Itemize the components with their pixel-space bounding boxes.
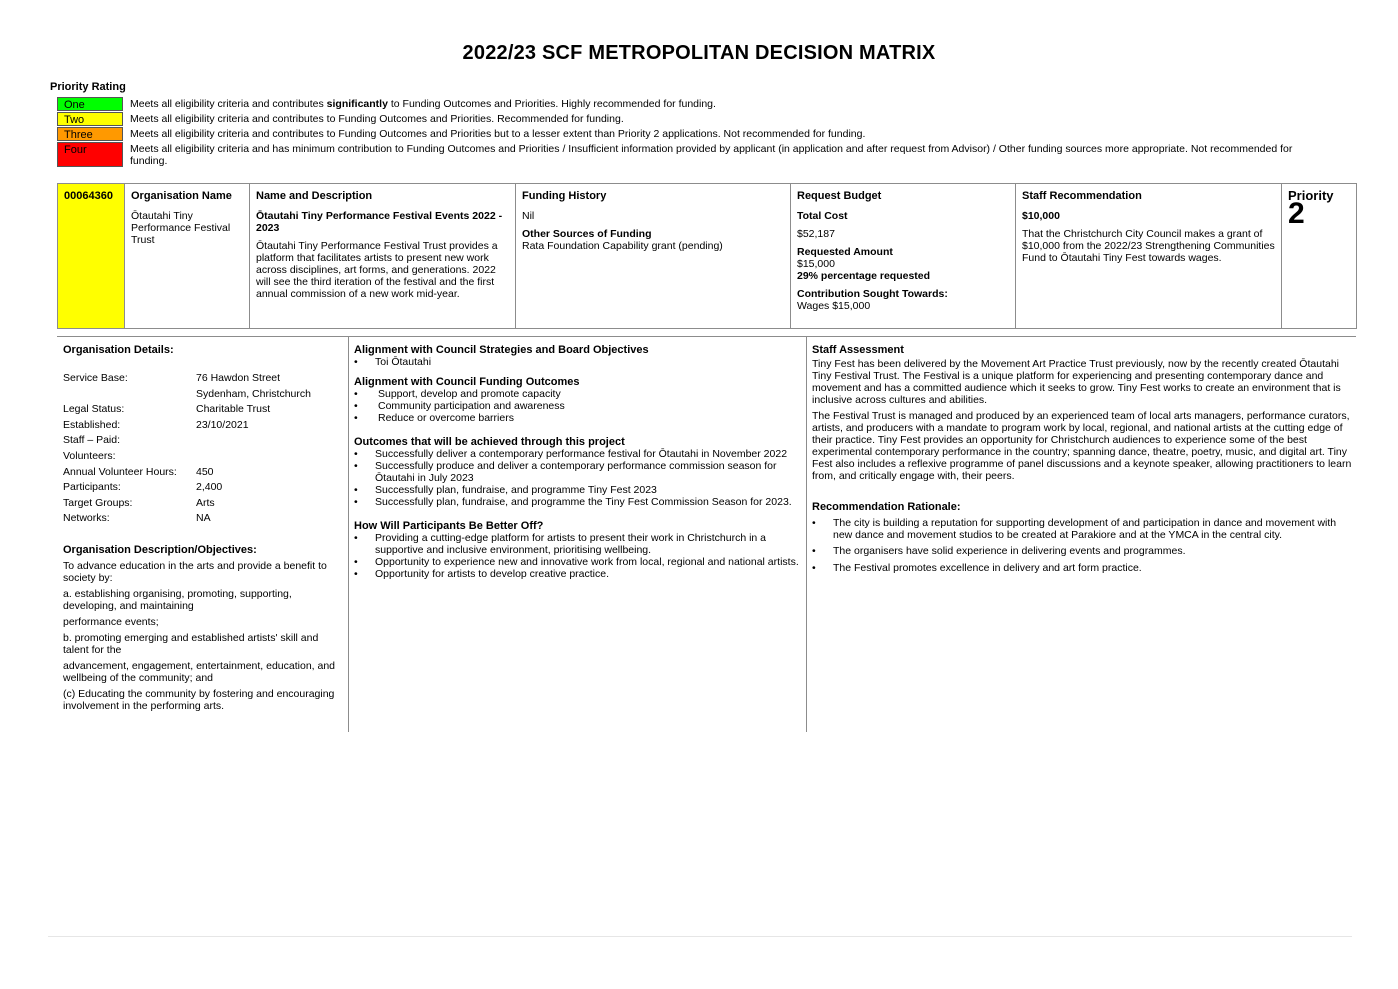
name-description-header: Name and Description (256, 190, 373, 202)
legend-row-four (57, 142, 1317, 167)
detail-row: Annual Volunteer Hours: 450 (63, 465, 214, 478)
list-item: • Toi Ōtautahi (354, 356, 800, 368)
better-off-header: How Will Participants Be Better Off? (354, 520, 544, 532)
priority-cell (1282, 184, 1357, 329)
strategies-header: Alignment with Council Strategies and Board Objectives (354, 344, 649, 356)
column-divider-1 (348, 337, 349, 732)
request-budget-header: Request Budget (797, 190, 882, 202)
other-sources-header: Other Sources of Funding (522, 228, 652, 240)
percentage-requested: 29% percentage requested (797, 270, 931, 282)
name-description-cell (250, 184, 516, 329)
achieved-outcomes-header: Outcomes that will be achieved through this project (354, 436, 625, 448)
application-id-cell (58, 184, 125, 329)
recommendation-rationale-header: Recommendation Rationale: (812, 501, 961, 513)
project-name: Ōtautahi Tiny Performance Festival Events 2022 - 2023 (256, 210, 503, 234)
list-item: • The Festival promotes excellence in delivery and art form practice. (812, 562, 1352, 574)
contribution-label: Contribution Sought Towards: (797, 288, 948, 300)
strategies-list (354, 356, 800, 368)
legend-row-two (57, 112, 1317, 126)
funding-outcomes-header: Alignment with Council Funding Outcomes (354, 376, 580, 388)
list-item: • Successfully deliver a contemporary performance festival for Ōtautahi in November 2022 (354, 448, 800, 460)
organisation-details-header: Organisation Details: (63, 344, 174, 356)
detail-row: Target Groups: Arts (63, 496, 215, 509)
list-item: • Successfully produce and deliver a contemporary performance commission season for Ōtautahi in July 2023 (354, 460, 800, 484)
description-paragraph: To advance education in the arts and provide a benefit to society by: (63, 559, 327, 584)
detail-row: Sydenham, Christchurch (196, 387, 311, 400)
recommended-amount: $10,000 (1022, 210, 1060, 222)
detail-row: Networks: NA (63, 512, 211, 525)
detail-row: Volunteers: (63, 449, 116, 462)
detail-row: Staff – Paid: (63, 434, 121, 447)
staff-recommendation-cell (1016, 184, 1282, 329)
page-bottom-rule (48, 936, 1352, 937)
rationale-list (812, 517, 1352, 574)
section-divider (57, 336, 1356, 337)
detail-row: Service Base: 76 Hawdon Street (63, 372, 281, 384)
organisation-name: Ōtautahi Tiny Performance Festival Trust (131, 210, 231, 246)
list-item: • Opportunity to experience new and innovative work from local, regional and national artists. (354, 556, 800, 568)
detail-row: Established: 23/10/2021 (63, 418, 249, 431)
description-paragraph: performance events; (63, 615, 159, 628)
staff-recommendation-header: Staff Recommendation (1022, 190, 1142, 202)
priority-value: 2 (1288, 197, 1305, 230)
priority-swatch-three: Three (57, 127, 123, 141)
priority-swatch-one: One (57, 97, 123, 111)
description-paragraph: b. promoting emerging and established artists' skill and talent for the (63, 631, 319, 656)
total-cost-label: Total Cost (797, 210, 848, 222)
assessment-paragraph: The Festival Trust is managed and produced by an experienced team of local arts managers, performance curators, artists, and producers with a mandate to program work by local, regional, and national artists at the cutting edge of their practice. Tiny Fest provides an opportunity for Christchurch audiences to experience some of the best experimental contemporary performance in the country; spanning dance, theatre, poetry, music, and digital art. Tiny Fest also includes a reflexive programme of panel discussions and a keynote speaker, allowing practitioners to learn from, and critically engage with, their peers. (812, 410, 1352, 482)
application-summary-table (57, 183, 1357, 329)
assessment-paragraph: Tiny Fest has been delivered by the Movement Art Practice Trust previously, now by the recently created Ōtautahi Tiny Festival Trust. The Festival is a unique platform for experiencing and presenting contemporary dance and movement and has a committed audience which it seeks to grow. Tiny Fest works to create an environment that is inclusive across cultures and abilities. (812, 358, 1341, 406)
column-divider-2 (806, 337, 807, 732)
list-item: • Support, develop and promote capacity (354, 388, 800, 400)
page-title: 2022/23 SCF METROPOLITAN DECISION MATRIX (462, 42, 936, 64)
priority-swatch-four: Four (57, 142, 123, 167)
total-cost-value: $52,187 (797, 228, 835, 240)
legend-row-one (57, 97, 1317, 111)
list-item: • Reduce or overcome barriers (354, 412, 800, 424)
priority-header: Priority (1288, 188, 1334, 203)
legend-row-three (57, 127, 1317, 141)
list-item: • The organisers have solid experience in delivering events and programmes. (812, 545, 1352, 557)
application-id: 00064360 (64, 190, 113, 202)
funding-history-cell (516, 184, 791, 329)
legend-text-four: Meets all eligibility criteria and has minimum contribution to Funding Outcomes and Priorities / Insufficient information provided by applicant (in application and after request from Advisor) / Other funding sources more appropriate. Not recommended for funding. (130, 143, 1293, 167)
detail-row: Participants: 2,400 (63, 481, 223, 494)
request-budget-cell (791, 184, 1016, 329)
priority-legend (57, 97, 1317, 168)
other-sources-value: Rata Foundation Capability grant (pending) (522, 240, 723, 252)
organisation-name-cell (125, 184, 250, 329)
description-paragraph: a. establishing organising, promoting, supporting, developing, and maintaining (63, 587, 292, 612)
organisation-details-list (63, 372, 343, 528)
detail-row: Legal Status: Charitable Trust (63, 403, 271, 416)
staff-assessment-column (812, 344, 1352, 574)
funding-history-value: Nil (522, 210, 535, 222)
funding-outcomes-list (354, 388, 800, 424)
list-item: • Opportunity for artists to develop creative practice. (354, 568, 800, 580)
recommendation-text: That the Christchurch City Council makes a grant of $10,000 from the 2022/23 Strengthening Communities Fund to Ōtautahi Tiny Fest towards wages. (1022, 228, 1275, 264)
better-off-list (354, 532, 800, 580)
legend-text-one: Meets all eligibility criteria and contributes significantly to Funding Outcomes and Priorities. Highly recommended for funding. (130, 98, 716, 110)
legend-text-two: Meets all eligibility criteria and contributes to Funding Outcomes and Priorities. Recommended for funding. (130, 113, 624, 125)
list-item: • Successfully plan, fundraise, and programme Tiny Fest 2023 (354, 484, 800, 496)
organisation-details-column (63, 344, 343, 712)
achieved-outcomes-list (354, 448, 800, 508)
list-item: • Providing a cutting-edge platform for artists to present their work in Christchurch in a supportive and inclusive environment, prioritising wellbeing. (354, 532, 800, 556)
description-paragraph: (c) Educating the community by fostering and encouraging involvement in the performing arts. (63, 687, 335, 712)
organisation-description-header: Organisation Description/Objectives: (63, 543, 257, 556)
contribution-value: Wages $15,000 (797, 300, 871, 312)
funding-history-header: Funding History (522, 190, 607, 202)
list-item: • Successfully plan, fundraise, and programme the Tiny Fest Commission Season for 2023. (354, 496, 800, 508)
priority-rating-label: Priority Rating (50, 81, 126, 93)
staff-assessment-header: Staff Assessment (812, 344, 904, 356)
organisation-name-header: Organisation Name (131, 190, 232, 202)
description-paragraph: advancement, engagement, entertainment, education, and wellbeing of the community; and (63, 659, 336, 684)
legend-text-three: Meets all eligibility criteria and contributes to Funding Outcomes and Priorities but to a lesser extent than Priority 2 applications. Not recommended for funding. (130, 128, 866, 140)
list-item: • The city is building a reputation for supporting development of and participation in dance and movement with new dance and movement studios to be created at Parakiore and at the YMCA in the central city. (812, 517, 1352, 541)
list-item: • Community participation and awareness (354, 400, 800, 412)
requested-amount-label: Requested Amount (797, 246, 893, 258)
alignment-column (354, 344, 800, 580)
priority-swatch-two: Two (57, 112, 123, 126)
requested-amount-value: $15,000 (797, 258, 835, 270)
project-description: Ōtautahi Tiny Performance Festival Trust provides a platform that facilitates artists to present new work across disciplines, art forms, and generations. 2022 will see the third iteration of the festival and the first annual commission of a new work mid-year. (256, 240, 498, 300)
